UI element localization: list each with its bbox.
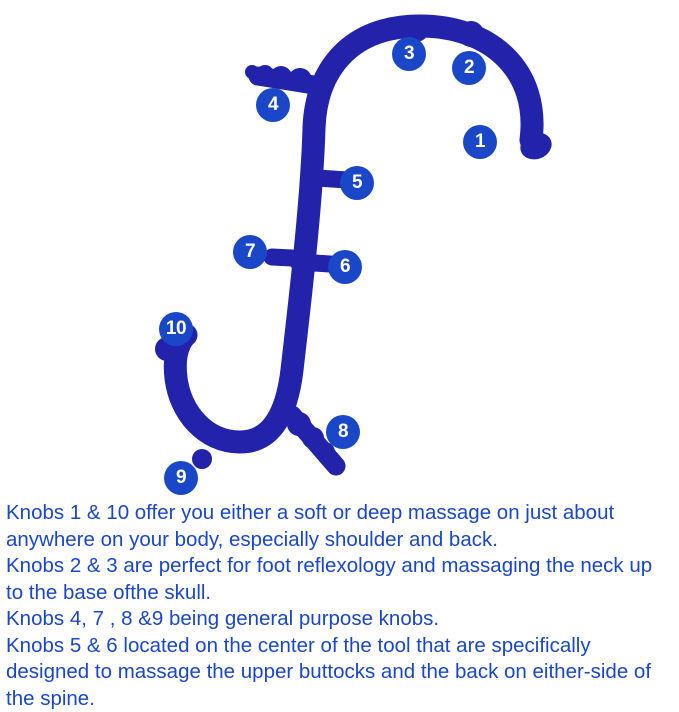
description-line-3: Knobs 4, 7 , 8 &9 being general purpose knobs. [6,606,673,633]
tool-nub-6 [298,262,330,264]
description-text [0,500,679,712]
knob-4-bead-a [288,68,312,92]
callout-1: 1 [463,125,497,159]
callout-7: 7 [233,235,267,269]
tool-nub-7 [272,257,292,258]
tool-body-main [175,26,532,442]
description-line-4: Knobs 5 & 6 located on the center of the tool that are specifically designed to massage the upper buttocks and the back on either-side of the spine. [6,633,673,712]
callout-8: 8 [326,415,360,449]
description-line-2: Knobs 2 & 3 are perfect for foot reflexology and massaging the neck up to the base ofthe skull. [6,553,673,606]
knob-4-tip [245,65,259,79]
callout-5: 5 [340,166,374,200]
description-line-1: Knobs 1 & 10 offer you either a soft or deep massage on just about anywhere on your body, especially shoulder and back. [6,500,673,553]
callout-3: 3 [392,37,426,71]
callout-9: 9 [164,461,198,495]
callout-6: 6 [328,250,362,284]
tool-knobs [155,16,555,473]
knob-2 [458,21,484,47]
callout-10: 10 [159,312,193,346]
callout-4: 4 [256,88,290,122]
knob-8-tip [328,457,344,473]
callout-2: 2 [452,51,486,85]
knob-9 [192,449,212,469]
